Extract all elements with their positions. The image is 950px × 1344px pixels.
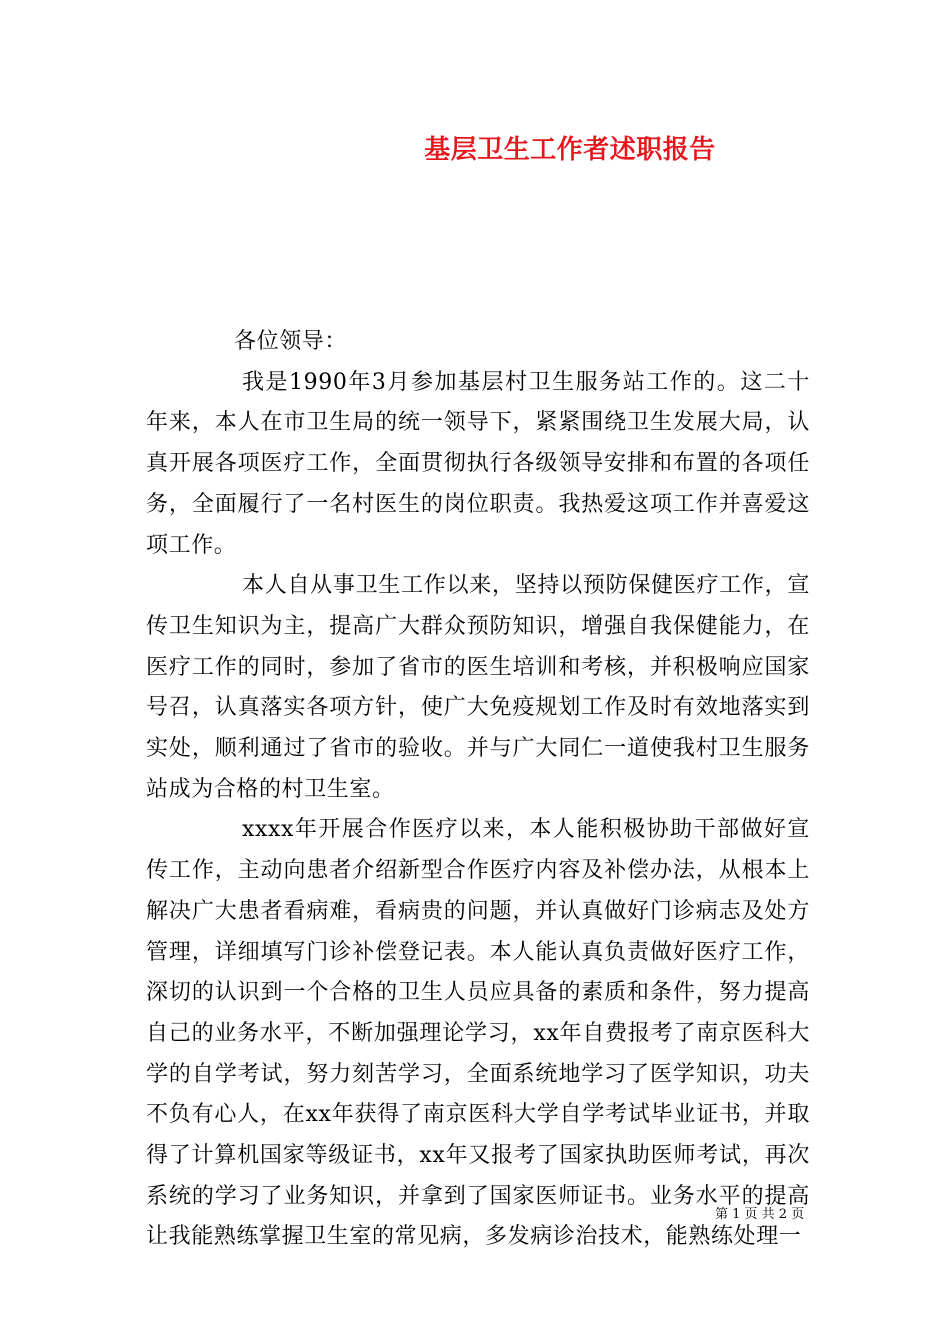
salutation: 各位领导： — [234, 329, 348, 354]
paragraph-2: 本人自从事卫生工作以来，坚持以预防保健医疗工作，宣传卫生知识为主，提高广大群众预防知识，增强自我保健能力，在医疗工作的同时，参加了省市的医生培训和考核，并积极响应国家号召，认真落实各项方针，使广大免疫规划工作及时有效地落实到实处，顺利通过了省市的验收。并与广大同仁一道使我村卫生服务站成为合格的村卫生室。 — [146, 573, 810, 802]
document-body — [146, 322, 810, 1258]
page-number: 第 1 页 共 2 页 — [715, 1207, 805, 1222]
paragraph-3: xxxx年开展合作医疗以来，本人能积极协助干部做好宣传工作，主动向患者介绍新型合作医疗内容及补偿办法，从根本上解决广大患者看病难，看病贵的问题，并认真做好门诊病志及处方管理，详细填写门诊补偿登记表。本人能认真负责做好医疗工作，深切的认识到一个合格的卫生人员应具备的素质和条件，努力提高自己的业务水平，不断加强理论学习，xx年自费报考了南京医科大学的自学考试，努力刻苦学习，全面系统地学习了医学知识，功夫不负有心人，在xx年获得了南京医科大学自学考试毕业证书，并取得了计算机国家等级证书，xx年又报考了国家执助医师考试，再次系统的学习了业务知识，并拿到了国家医师证书。业务水平的提高让我能熟练掌握卫生室的常见病，多发病诊治技术，能熟练处理一 — [146, 817, 810, 1250]
page-title: 基层卫生工作者述职报告 — [424, 135, 716, 165]
paragraph-1: 我是1990年3月参加基层村卫生服务站工作的。这二十年来，本人在市卫生局的统一领导下，紧紧围绕卫生发展大局，认真开展各项医疗工作，全面贯彻执行各级领导安排和布置的各项任务，全面履行了一名村医生的岗位职责。我热爱这项工作并喜爱这项工作。 — [146, 369, 810, 558]
